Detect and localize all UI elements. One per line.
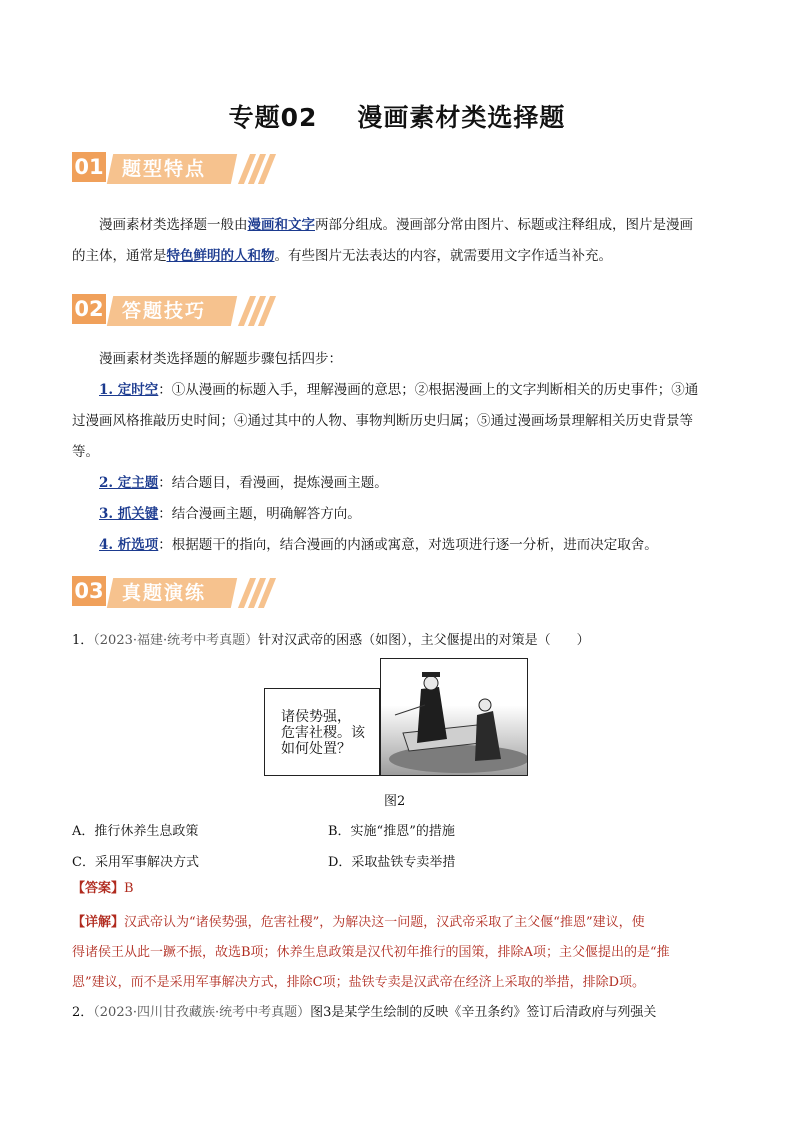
page-title bbox=[0, 98, 794, 134]
answer-line: 【答案】B bbox=[72, 881, 134, 896]
figure-caption: 图2 bbox=[384, 794, 406, 809]
step1-label: 1. 定时空 bbox=[99, 382, 159, 398]
section-label: 题型特点 bbox=[122, 158, 207, 180]
answer-value: B bbox=[124, 881, 134, 896]
option-d: D．采取盐铁专卖举措 bbox=[328, 855, 456, 870]
emperor-drawing-icon bbox=[381, 659, 527, 775]
section-number: 03 bbox=[72, 576, 106, 606]
section-banner-01 bbox=[72, 150, 272, 188]
answer-detail: 【详解】汉武帝认为“诸侯势强，危害社稷”，为解决这一问题，汉武帝采取了主父偃“推恩”建议，使 得诸侯王从此一蹶不振，故选B项；休养生息政策是汉代初年推行的国策，排除A项；主父偃提出的是“推 恩”建议，而不是采用军事解决方式，排除C项；盐铁专卖是汉武帝在经济上采取的举措，排除D项。 bbox=[72, 915, 670, 990]
section-number: 01 bbox=[72, 152, 106, 182]
section-banner-02 bbox=[72, 292, 272, 330]
option-a: A．推行休养生息政策 bbox=[72, 824, 199, 839]
step3-label: 3. 抓关键 bbox=[99, 506, 159, 522]
step4-label: 4. 析选项 bbox=[99, 537, 159, 553]
section-label: 真题演练 bbox=[122, 582, 207, 604]
title-prefix: 专题02 bbox=[228, 103, 318, 132]
option-c: C．采用军事解决方式 bbox=[72, 855, 199, 870]
section2-body: 漫画素材类选择题的解题步骤包括四步： 1. 定时空：①从漫画的标题入手，理解漫画的意思；②根据漫画上的文字判断相关的历史事件；③通 过漫画风格推敲历史时间；④通过其中的人物、事物判断历史归属；⑤通过漫画场景理解相关历史背景等 等。 2. 定主题：结合题目，看漫画，提炼漫画主题。 3. 抓关键：结合漫画主题，明确解答方向。 4. 析选项：根据题干的指向，结合漫画的内涵或寓意，对选项进行逐一分析，进而决定取舍。 bbox=[72, 344, 732, 561]
section-label: 答题技巧 bbox=[122, 300, 207, 322]
section-banner-03 bbox=[72, 574, 272, 612]
comic-figure bbox=[264, 658, 528, 776]
option-b: B．实施“推恩”的措施 bbox=[328, 824, 455, 839]
title-main: 漫画素材类选择题 bbox=[357, 103, 566, 132]
section-number: 02 bbox=[72, 294, 106, 324]
step2-label: 2. 定主题 bbox=[99, 475, 159, 491]
comic-speech-box: 诸侯势强， 危害社稷。该 如何处置？ bbox=[264, 688, 380, 776]
section1-paragraph: 漫画素材类选择题一般由漫画和文字两部分组成。漫画部分常由图片、标题或注释组成，图片是漫画 的主体，通常是特色鲜明的人和物。有些图片无法表达的内容，就需要用文字作适当补充。 bbox=[72, 217, 693, 264]
comic-illustration bbox=[380, 658, 528, 776]
question-2-stem: 2．（2023·四川甘孜藏族·统考中考真题）图3是某学生绘制的反映《辛丑条约》签订后清政府与列强关 bbox=[72, 1005, 657, 1020]
steps-intro: 漫画素材类选择题的解题步骤包括四步： bbox=[99, 351, 342, 367]
question-1-stem: 1．（2023·福建·统考中考真题）针对汉武帝的困惑（如图），主父偃提出的对策是（ ） bbox=[72, 633, 590, 648]
